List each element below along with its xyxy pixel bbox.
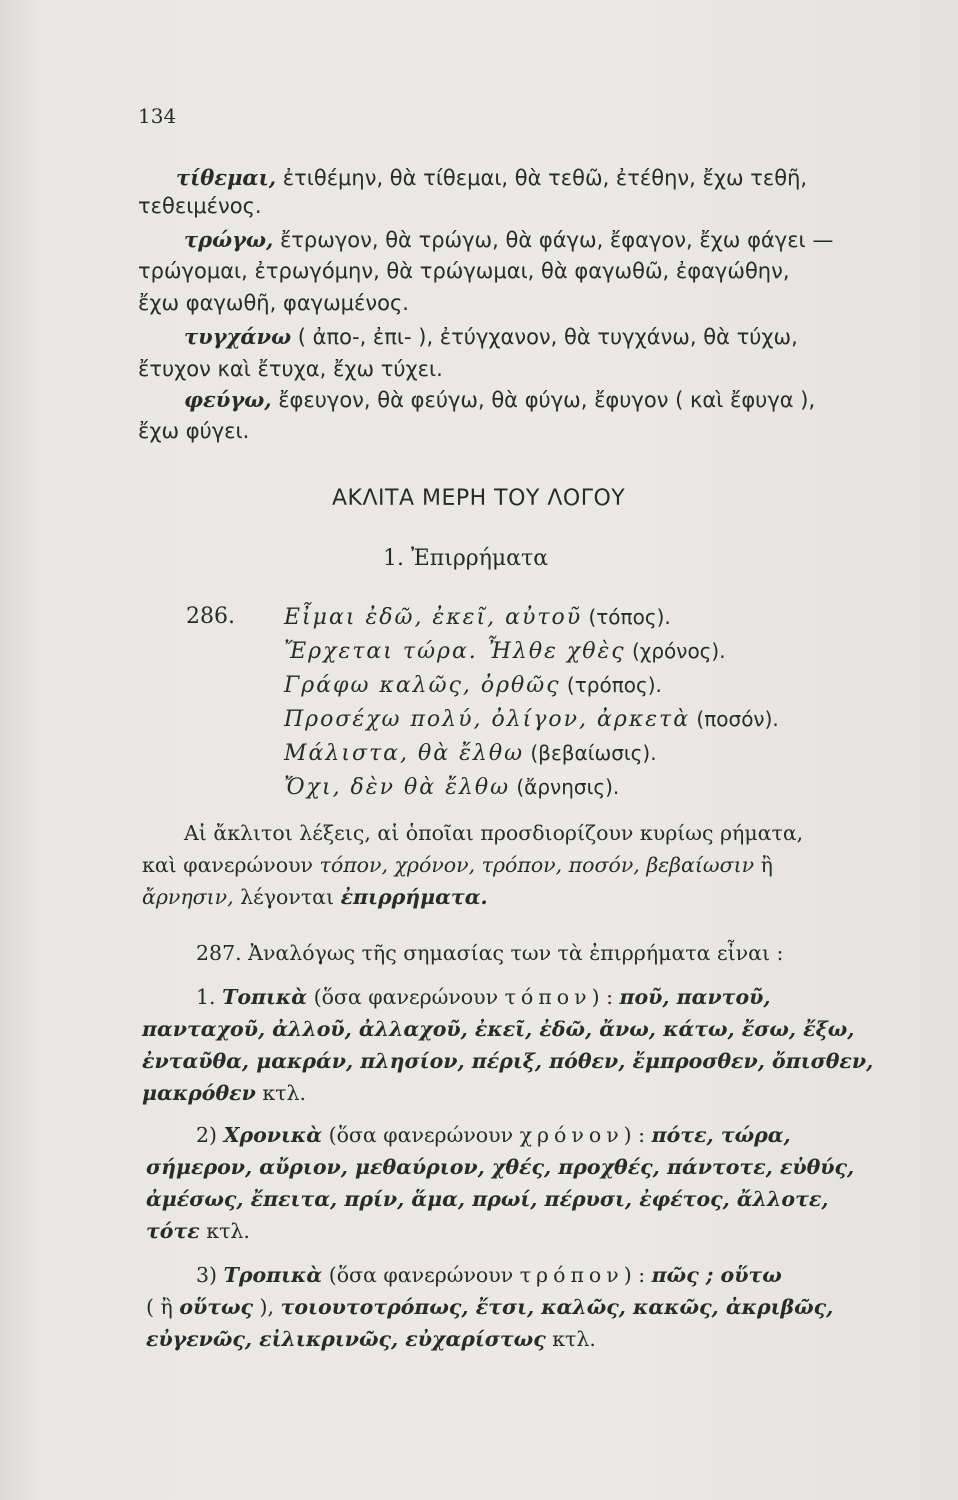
category-temporal-line-3: ἀμέσως, ἔπειτα, πρίν, ἅμα, πρωί, πέρυσι, ἐφέτος, ἄλλοτε,	[146, 1187, 829, 1211]
example-affirmation: Μάλιστα, θὰ ἔλθω (βεβαίωσις).	[284, 741, 657, 766]
definition-line-2: καὶ φανερώνουν τόπον, χρόνον, τρόπον, ποσόν, βεβαίωσιν ἢ	[142, 853, 773, 877]
category-local-line-1: 1. Τοπικὰ (ὅσα φανερώνουν τόπον) : ποῦ, παντοῦ,	[196, 985, 771, 1009]
verb-tithemai-line-1: τίθεμαι, ἐτιθέμην, θὰ τίθεμαι, θὰ τεθῶ, ἐτέθην, ἔχω τεθῆ,	[176, 165, 808, 190]
para-287-intro: 287. Ἀναλόγως τῆς σημασίας των τὰ ἐπιρρήματα εἶναι :	[196, 941, 784, 965]
section-title: ΑΚΛΙΤΑ ΜΕΡΗ ΤΟΥ ΛΟΓΟΥ	[332, 486, 626, 511]
verb-tithemai-line-2: τεθειμένος.	[138, 194, 262, 218]
page-number: 134	[138, 104, 177, 128]
verb-trogo-line-1: τρώγω, ἔτρωγον, θὰ τρώγω, θὰ φάγω, ἔφαγον, ἔχω φάγει —	[184, 227, 834, 252]
example-manner: Γράφω καλῶς, ὀρθῶς (τρόπος).	[284, 673, 662, 698]
category-temporal-line-1: 2) Χρονικὰ (ὅσα φανερώνουν χρόνον) : πότε, τώρα,	[196, 1123, 791, 1147]
category-manner-line-2: ( ἢ οὕτως ), τοιουτοτρόπως, ἔτσι, καλῶς, κακῶς, ἀκριβῶς,	[146, 1295, 834, 1319]
category-temporal-line-4: τότε κτλ.	[146, 1219, 250, 1243]
category-title: Χρονικὰ	[223, 1123, 323, 1147]
example-place: Εἶμαι ἐδῶ, ἐκεῖ, αὐτοῦ (τόπος).	[284, 605, 671, 630]
verb-trogo-line-2: τρώγομαι, ἐτρωγόμην, θὰ τρώγωμαι, θὰ φαγωθῶ, ἐφαγώθην,	[138, 259, 790, 283]
verb-tygchano-line-2: ἔτυχον καὶ ἔτυχα, ἔχω τύχει.	[138, 357, 443, 381]
category-local-line-2: πανταχοῦ, ἀλλοῦ, ἀλλαχοῦ, ἐκεῖ, ἐδῶ, ἄνω, κάτω, ἔσω, ἔξω,	[142, 1017, 855, 1041]
category-manner-line-3: εὐγενῶς, εἰλικρινῶς, εὐχαρίστως κτλ.	[146, 1327, 596, 1351]
example-negation: Ὄχι, δὲν θὰ ἔλθω (ἄρνησις).	[284, 775, 620, 800]
subsection-title: 1. Ἐπιρρήματα	[383, 546, 549, 571]
example-quantity: Προσέχω πολύ, ὀλίγον, ἀρκετὰ (ποσόν).	[284, 707, 779, 732]
verb-headword: φεύγω,	[184, 387, 272, 412]
category-title: Τοπικὰ	[222, 985, 308, 1009]
verb-tygchano-line-1: τυγχάνω ( ἀπο-, ἐπι- ), ἐτύγχανον, θὰ τυγχάνω, θὰ τύχω,	[184, 324, 798, 349]
verb-headword: τυγχάνω	[184, 324, 292, 349]
para-286-number: 286.	[186, 604, 235, 629]
definition-line-3: ἄρνησιν, λέγονται ἐπιρρήματα.	[142, 885, 488, 909]
category-manner-line-1: 3) Τροπικὰ (ὅσα φανερώνουν τρόπον) : πῶς ; οὕτω	[196, 1263, 782, 1287]
category-local-line-3: ἐνταῦθα, μακράν, πλησίον, πέριξ, πόθεν, ἔμπροσθεν, ὄπισθεν,	[142, 1049, 874, 1073]
verb-headword: τίθεμαι,	[176, 165, 277, 190]
category-temporal-line-2: σήμερον, αὔριον, μεθαύριον, χθές, προχθές, πάντοτε, εὐθύς,	[146, 1155, 855, 1179]
verb-feugo-line-2: ἔχω φύγει.	[138, 419, 250, 443]
example-time: Ἔρχεται τώρα. Ἦλθε χθὲς (χρόνος).	[284, 639, 726, 664]
term-adverbs: ἐπιρρήματα.	[340, 885, 488, 909]
verb-feugo-line-1: φεύγω, ἔφευγον, θὰ φεύγω, θὰ φύγω, ἔφυγον ( καὶ ἔφυγα ),	[184, 387, 816, 412]
category-local-line-4: μακρόθεν κτλ.	[142, 1081, 306, 1105]
category-title: Τροπικὰ	[223, 1263, 323, 1287]
verb-trogo-line-3: ἔχω φαγωθῆ, φαγωμένος.	[138, 291, 409, 315]
definition-line-1: Αἱ ἄκλιτοι λέξεις, αἱ ὁποῖαι προσδιορίζουν κυρίως ρήματα,	[184, 821, 804, 845]
verb-headword: τρώγω,	[184, 227, 274, 252]
